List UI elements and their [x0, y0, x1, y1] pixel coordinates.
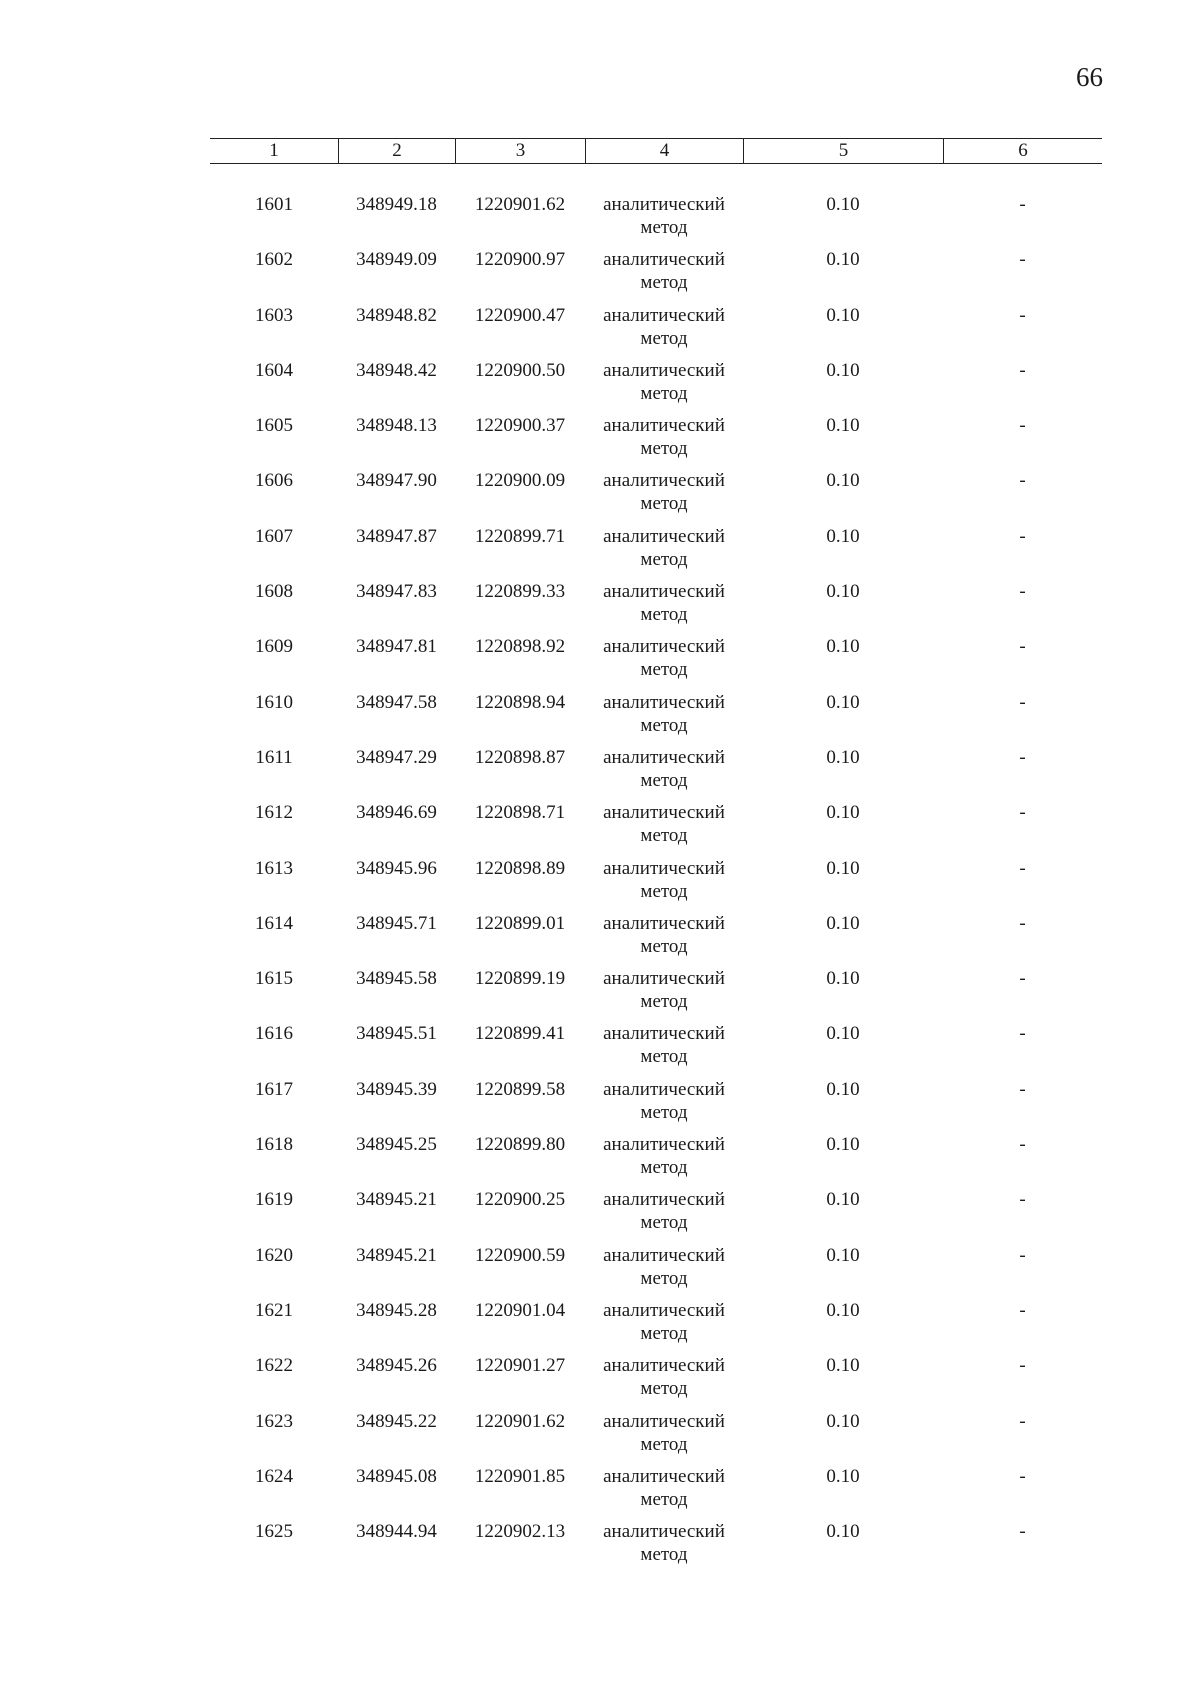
method-cell [585, 359, 743, 405]
x-coordinate-cell: 348945.25 [356, 1134, 437, 1156]
y-coordinate-cell: 1220900.25 [474, 1189, 566, 1211]
y-coordinate-cell: 1220899.41 [474, 1023, 566, 1045]
point-number-cell: 1616 [255, 1023, 293, 1045]
method-text: аналитический [603, 525, 725, 547]
method-text: метод [640, 604, 688, 626]
y-coordinate-cell: 1220900.97 [474, 249, 566, 271]
method-text: аналитический [603, 1078, 725, 1100]
point-number-cell: 1604 [255, 359, 293, 381]
method-cell [585, 248, 743, 294]
method-text: метод [640, 1433, 688, 1455]
note-cell: - [1019, 415, 1026, 437]
method-text: метод [640, 1488, 688, 1510]
method-text: метод [640, 991, 688, 1013]
method-text: метод [640, 1046, 688, 1068]
x-coordinate-cell: 348947.29 [356, 746, 437, 768]
accuracy-cell: 0.10 [826, 249, 860, 271]
method-text: аналитический [603, 1023, 725, 1045]
y-coordinate-cell: 1220899.01 [474, 912, 566, 934]
method-text: аналитический [603, 194, 725, 215]
method-text: аналитический [603, 415, 725, 437]
method-cell [585, 1520, 743, 1566]
accuracy-cell: 0.10 [826, 1299, 860, 1321]
accuracy-cell: 0.10 [826, 304, 860, 326]
point-number-cell: 1607 [255, 525, 293, 547]
method-text: метод [640, 880, 688, 902]
point-number-cell: 1618 [255, 1134, 293, 1156]
note-cell: - [1019, 249, 1026, 271]
y-coordinate-cell: 1220901.62 [474, 1410, 566, 1432]
x-coordinate-cell: 348945.28 [356, 1299, 437, 1321]
method-text: метод [640, 769, 688, 791]
accuracy-cell: 0.10 [826, 359, 860, 381]
point-number-cell: 1624 [255, 1465, 293, 1487]
note-cell: - [1019, 525, 1026, 547]
method-text: аналитический [603, 249, 725, 271]
note-cell: - [1019, 1465, 1026, 1487]
x-coordinate-cell: 348945.51 [356, 1023, 437, 1045]
accuracy-cell: 0.10 [826, 857, 860, 879]
method-cell [585, 304, 743, 350]
table-row [0, 193, 1200, 248]
accuracy-cell: 0.10 [826, 1023, 860, 1045]
point-number-cell: 1608 [255, 581, 293, 603]
method-text: аналитический [603, 968, 725, 990]
y-coordinate-cell: 1220900.09 [474, 470, 566, 492]
method-text: аналитический [603, 304, 725, 326]
table-row [0, 304, 1200, 359]
method-text: метод [640, 438, 688, 460]
column-header-6: 6 [943, 139, 1102, 163]
method-text: аналитический [603, 1465, 725, 1487]
point-number-cell: 1620 [255, 1244, 293, 1266]
method-text: аналитический [603, 1299, 725, 1321]
table-row [0, 1244, 1200, 1299]
method-cell [585, 1188, 743, 1234]
x-coordinate-cell: 348945.96 [356, 857, 437, 879]
table-row [0, 1354, 1200, 1409]
method-cell [585, 635, 743, 681]
method-cell [585, 691, 743, 737]
accuracy-cell: 0.10 [826, 912, 860, 934]
method-cell [585, 1299, 743, 1345]
x-coordinate-cell: 348947.90 [356, 470, 437, 492]
column-header-1: 1 [269, 140, 279, 161]
point-number-cell: 1614 [255, 912, 293, 934]
method-cell [585, 857, 743, 903]
method-text: аналитический [603, 746, 725, 768]
column-header-3: 3 [455, 139, 585, 163]
table-row [0, 469, 1200, 524]
note-cell: - [1019, 912, 1026, 934]
method-cell [585, 580, 743, 626]
method-text: метод [640, 659, 688, 681]
accuracy-cell: 0.10 [826, 746, 860, 768]
table-row [0, 746, 1200, 801]
y-coordinate-cell: 1220898.71 [474, 802, 566, 824]
note-cell: - [1019, 1355, 1026, 1377]
method-cell [585, 912, 743, 958]
table-body [0, 193, 1200, 1575]
table-row [0, 525, 1200, 580]
point-number-cell: 1625 [255, 1521, 293, 1543]
table-header [210, 138, 1102, 164]
y-coordinate-cell: 1220901.27 [474, 1355, 566, 1377]
method-text: метод [640, 217, 688, 238]
note-cell: - [1019, 968, 1026, 990]
column-header-2: 2 [338, 139, 455, 163]
x-coordinate-cell: 348946.69 [356, 802, 437, 824]
accuracy-cell: 0.10 [826, 1465, 860, 1487]
table-row [0, 635, 1200, 690]
note-cell: - [1019, 802, 1026, 824]
table-row [0, 248, 1200, 303]
method-cell [585, 1022, 743, 1068]
y-coordinate-cell: 1220899.71 [474, 525, 566, 547]
method-text: аналитический [603, 802, 725, 824]
y-coordinate-cell: 1220899.58 [474, 1078, 566, 1100]
method-text: метод [640, 714, 688, 736]
point-number-cell: 1612 [255, 802, 293, 824]
x-coordinate-cell: 348945.22 [356, 1410, 437, 1432]
accuracy-cell: 0.10 [826, 968, 860, 990]
method-text: метод [640, 548, 688, 570]
y-coordinate-cell: 1220900.37 [474, 415, 566, 437]
y-coordinate-cell: 1220901.85 [474, 1465, 566, 1487]
x-coordinate-cell: 348949.09 [356, 249, 437, 271]
x-coordinate-cell: 348945.21 [356, 1244, 437, 1266]
point-number-cell: 1605 [255, 415, 293, 437]
accuracy-cell: 0.10 [826, 581, 860, 603]
method-text: метод [640, 327, 688, 349]
y-coordinate-cell: 1220898.87 [474, 746, 566, 768]
x-coordinate-cell: 348948.82 [356, 304, 437, 326]
method-cell [585, 1354, 743, 1400]
x-coordinate-cell: 348945.58 [356, 968, 437, 990]
x-coordinate-cell: 348947.87 [356, 525, 437, 547]
x-coordinate-cell: 348947.58 [356, 691, 437, 713]
point-number-cell: 1611 [255, 746, 293, 768]
method-cell [585, 1133, 743, 1179]
y-coordinate-cell: 1220899.80 [474, 1134, 566, 1156]
note-cell: - [1019, 194, 1026, 215]
accuracy-cell: 0.10 [826, 1410, 860, 1432]
accuracy-cell: 0.10 [826, 1134, 860, 1156]
method-text: метод [640, 1267, 688, 1289]
note-cell: - [1019, 304, 1026, 326]
x-coordinate-cell: 348949.18 [356, 194, 437, 215]
y-coordinate-cell: 1220900.50 [474, 359, 566, 381]
method-text: аналитический [603, 1521, 725, 1543]
note-cell: - [1019, 1023, 1026, 1045]
table-row [0, 1078, 1200, 1133]
point-number-cell: 1622 [255, 1355, 293, 1377]
table-row [0, 912, 1200, 967]
method-text: аналитический [603, 359, 725, 381]
x-coordinate-cell: 348945.26 [356, 1355, 437, 1377]
accuracy-cell: 0.10 [826, 525, 860, 547]
method-text: аналитический [603, 581, 725, 603]
accuracy-cell: 0.10 [826, 636, 860, 658]
note-cell: - [1019, 746, 1026, 768]
table-row [0, 1133, 1200, 1188]
point-number-cell: 1623 [255, 1410, 293, 1432]
method-cell [585, 193, 743, 239]
y-coordinate-cell: 1220902.13 [474, 1521, 566, 1543]
y-coordinate-cell: 1220901.62 [474, 194, 566, 215]
y-coordinate-cell: 1220901.04 [474, 1299, 566, 1321]
accuracy-cell: 0.10 [826, 1189, 860, 1211]
x-coordinate-cell: 348948.13 [356, 415, 437, 437]
accuracy-cell: 0.10 [826, 194, 860, 215]
point-number-cell: 1606 [255, 470, 293, 492]
note-cell: - [1019, 1299, 1026, 1321]
x-coordinate-cell: 348945.21 [356, 1189, 437, 1211]
table-row [0, 1465, 1200, 1520]
point-number-cell: 1601 [255, 194, 293, 215]
column-header-4: 4 [585, 139, 743, 163]
table-row [0, 857, 1200, 912]
accuracy-cell: 0.10 [826, 470, 860, 492]
note-cell: - [1019, 470, 1026, 492]
x-coordinate-cell: 348944.94 [356, 1521, 437, 1543]
x-coordinate-cell: 348947.81 [356, 636, 437, 658]
method-text: аналитический [603, 1355, 725, 1377]
x-coordinate-cell: 348945.71 [356, 912, 437, 934]
method-text: метод [640, 935, 688, 957]
y-coordinate-cell: 1220898.89 [474, 857, 566, 879]
accuracy-cell: 0.10 [826, 691, 860, 713]
method-cell [585, 414, 743, 460]
y-coordinate-cell: 1220899.19 [474, 968, 566, 990]
table-row [0, 1410, 1200, 1465]
accuracy-cell: 0.10 [826, 1521, 860, 1543]
method-text: метод [640, 493, 688, 515]
method-cell [585, 1244, 743, 1290]
method-text: метод [640, 382, 688, 404]
method-cell [585, 801, 743, 847]
note-cell: - [1019, 636, 1026, 658]
table-row [0, 1520, 1200, 1575]
note-cell: - [1019, 581, 1026, 603]
note-cell: - [1019, 691, 1026, 713]
x-coordinate-cell: 348947.83 [356, 581, 437, 603]
method-cell [585, 1410, 743, 1456]
method-cell [585, 1078, 743, 1124]
note-cell: - [1019, 1078, 1026, 1100]
x-coordinate-cell: 348945.39 [356, 1078, 437, 1100]
method-text: аналитический [603, 470, 725, 492]
x-coordinate-cell: 348945.08 [356, 1465, 437, 1487]
table-row [0, 359, 1200, 414]
method-text: аналитический [603, 636, 725, 658]
point-number-cell: 1609 [255, 636, 293, 658]
note-cell: - [1019, 359, 1026, 381]
table-row [0, 967, 1200, 1022]
table-row [0, 580, 1200, 635]
method-text: метод [640, 1544, 688, 1566]
method-text: аналитический [603, 857, 725, 879]
y-coordinate-cell: 1220898.94 [474, 691, 566, 713]
table-row [0, 1188, 1200, 1243]
table-row [0, 1299, 1200, 1354]
method-text: метод [640, 1101, 688, 1123]
y-coordinate-cell: 1220899.33 [474, 581, 566, 603]
method-cell [585, 525, 743, 571]
y-coordinate-cell: 1220900.47 [474, 304, 566, 326]
method-text: аналитический [603, 1410, 725, 1432]
method-text: аналитический [603, 1244, 725, 1266]
point-number-cell: 1615 [255, 968, 293, 990]
point-number-cell: 1613 [255, 857, 293, 879]
y-coordinate-cell: 1220898.92 [474, 636, 566, 658]
point-number-cell: 1617 [255, 1078, 293, 1100]
point-number-cell: 1603 [255, 304, 293, 326]
method-text: аналитический [603, 912, 725, 934]
column-header-5: 5 [743, 139, 943, 163]
table-row [0, 801, 1200, 856]
method-cell [585, 746, 743, 792]
method-text: метод [640, 272, 688, 294]
method-text: аналитический [603, 1134, 725, 1156]
method-text: аналитический [603, 691, 725, 713]
note-cell: - [1019, 1244, 1026, 1266]
table-row [0, 691, 1200, 746]
note-cell: - [1019, 1134, 1026, 1156]
method-text: метод [640, 1322, 688, 1344]
y-coordinate-cell: 1220900.59 [474, 1244, 566, 1266]
accuracy-cell: 0.10 [826, 1244, 860, 1266]
method-cell [585, 967, 743, 1013]
method-text: метод [640, 1378, 688, 1400]
note-cell: - [1019, 857, 1026, 879]
method-cell [585, 1465, 743, 1511]
accuracy-cell: 0.10 [826, 802, 860, 824]
accuracy-cell: 0.10 [826, 1078, 860, 1100]
method-text: метод [640, 1212, 688, 1234]
accuracy-cell: 0.10 [826, 1355, 860, 1377]
method-text: аналитический [603, 1189, 725, 1211]
point-number-cell: 1610 [255, 691, 293, 713]
page-number: 66 [1076, 62, 1103, 92]
method-cell [585, 469, 743, 515]
table-row [0, 1022, 1200, 1077]
note-cell: - [1019, 1189, 1026, 1211]
point-number-cell: 1602 [255, 249, 293, 271]
note-cell: - [1019, 1521, 1026, 1543]
x-coordinate-cell: 348948.42 [356, 359, 437, 381]
point-number-cell: 1619 [255, 1189, 293, 1211]
accuracy-cell: 0.10 [826, 415, 860, 437]
table-row [0, 414, 1200, 469]
point-number-cell: 1621 [255, 1299, 293, 1321]
method-text: метод [640, 1157, 688, 1179]
method-text: метод [640, 825, 688, 847]
note-cell: - [1019, 1410, 1026, 1432]
